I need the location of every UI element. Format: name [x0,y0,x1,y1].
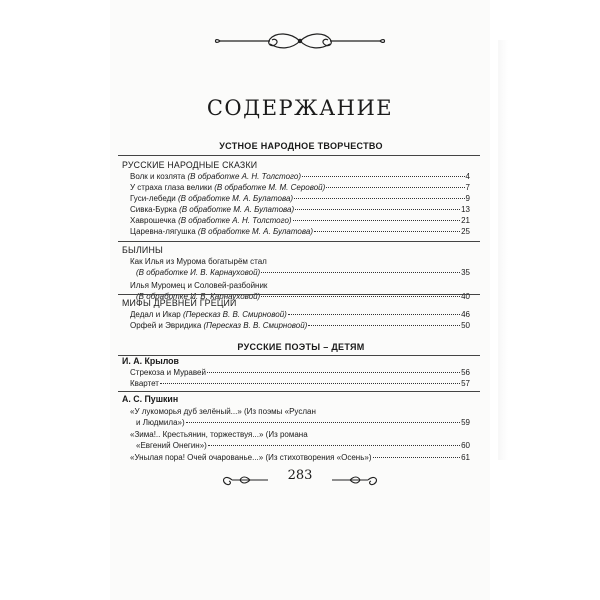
page-title: СОДЕРЖАНИЕ [206,96,394,120]
toc-entry[interactable]: Гуси-лебеди (В обработке М. А. Булатова) 9 [130,194,470,203]
group-title: БЫЛИНЫ [122,245,163,255]
section-rule [118,155,480,156]
toc-entry[interactable]: Как Илья из Мурома богатырём стал (В обработке И. В. Карнауховой) 35 [130,257,470,277]
group-title: МИФЫ ДРЕВНЕЙ ГРЕЦИИ [122,298,237,308]
group-rule [118,241,480,242]
toc-entry[interactable]: Сивка-Бурка (В обработке М. А. Булатова) 13 [130,205,470,214]
toc-entry[interactable]: Хаврошечка (В обработке А. Н. Толстого) 21 [130,216,470,225]
group-title: РУССКИЕ НАРОДНЫЕ СКАЗКИ [122,160,258,170]
toc-entry[interactable]: У страха глаза велики (В обработке М. М. Серовой) 7 [130,183,470,192]
toc-entry[interactable]: Царевна-лягушка (В обработке М. А. Булатова) 25 [130,227,470,236]
toc-entry[interactable]: Квартет 57 [130,379,470,388]
top-ornament-icon [210,30,390,52]
author-name: А. С. Пушкин [122,394,179,404]
page-number: 283 [287,468,313,483]
page-bleed-through [498,40,508,460]
toc-entry[interactable]: Дедал и Икар (Пересказ В. В. Смирновой) 46 [130,310,470,319]
group-rule [118,294,480,295]
toc-entry[interactable]: Илья Муромец и Соловей-разбойник (В обработке И. В. Карнауховой) 40 [130,281,470,301]
author-name: И. А. Крылов [122,356,179,366]
toc-entry[interactable]: Орфей и Эвридика (Пересказ В. В. Смирновой) 50 [130,321,470,330]
toc-entry[interactable]: Стрекоза и Муравей 56 [130,368,470,377]
toc-entry[interactable]: «Зима!.. Крестьянин, торжествуя...» (Из романа «Евгений Онегин») 60 [130,430,470,450]
section-title: УСТНОЕ НАРОДНОЕ ТВОРЧЕСТВО [219,141,383,151]
toc-entry[interactable]: Волк и козлята (В обработке А. Н. Толстого) 4 [130,172,470,181]
group-rule [118,391,480,392]
toc-entry[interactable]: «У лукоморья дуб зелёный...» (Из поэмы «Руслан и Людмила») 59 [130,407,470,427]
section-title: РУССКИЕ ПОЭТЫ – ДЕТЯМ [237,342,365,352]
toc-entry[interactable]: «Унылая пора! Очей очарованье...» (Из стихотворения «Осень») 61 [130,453,470,462]
